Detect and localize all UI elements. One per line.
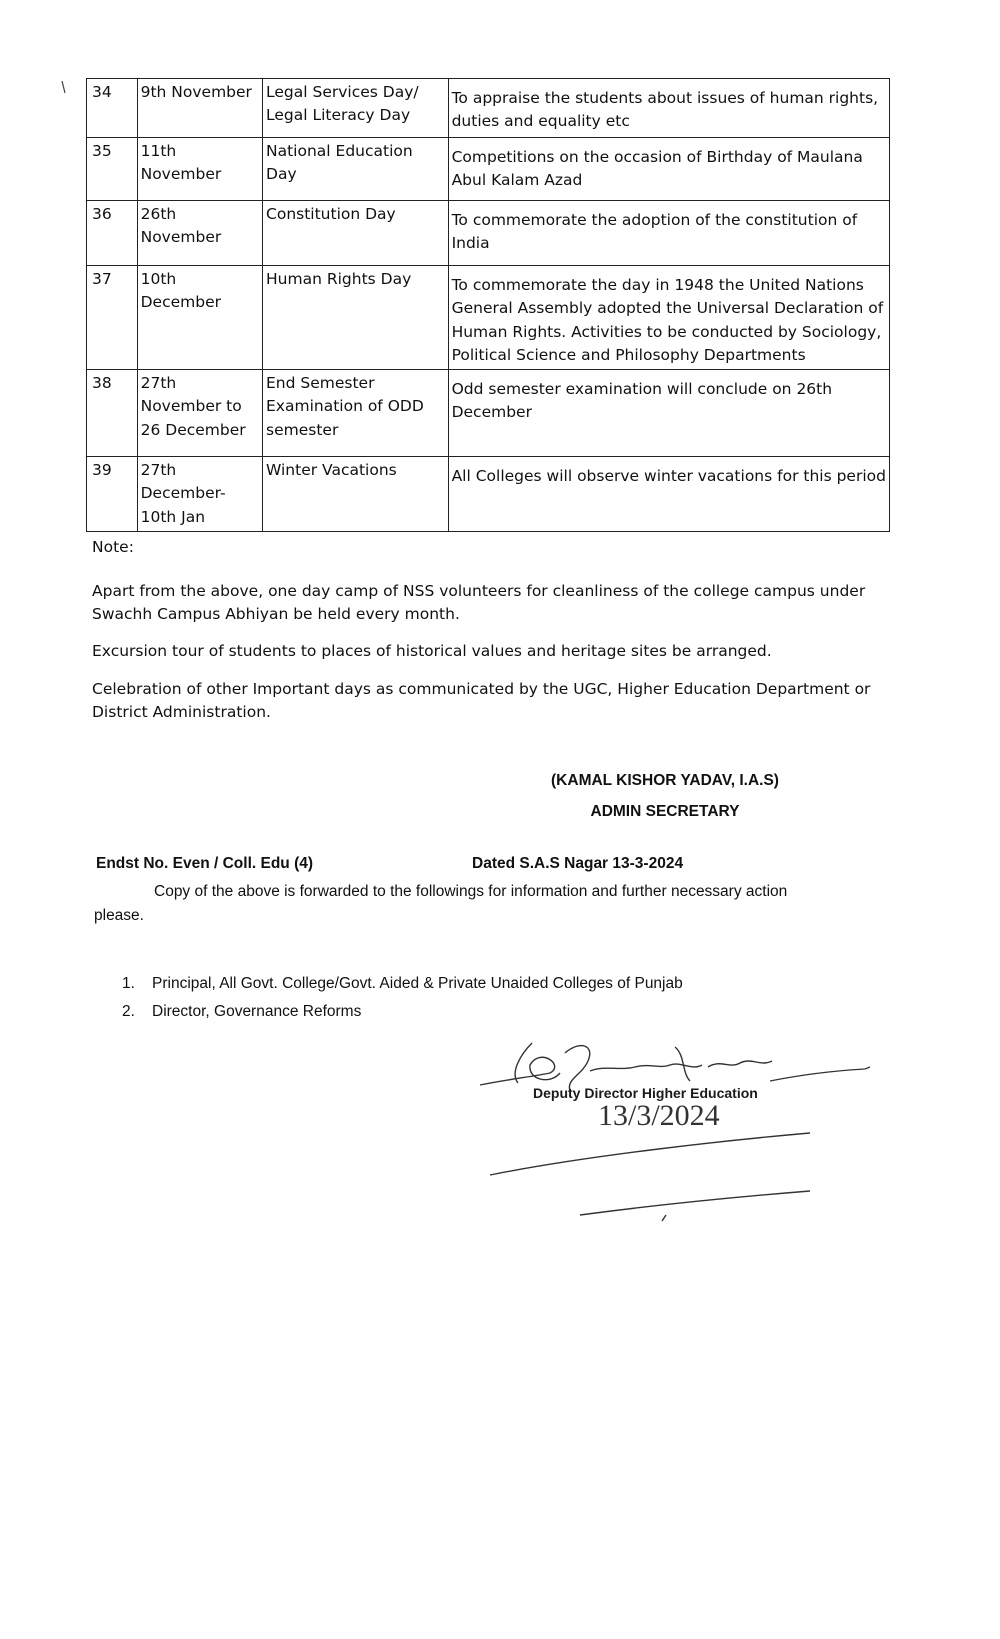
signatory-name: (KAMAL KISHOR YADAV, I.A.S) bbox=[551, 772, 779, 789]
table-row bbox=[87, 457, 890, 532]
table-row bbox=[87, 138, 890, 201]
recipient-text: Principal, All Govt. College/Govt. Aided & Private Unaided Colleges of Punjab bbox=[152, 975, 683, 992]
recipient-number: 2. bbox=[122, 1003, 135, 1020]
row-number: 37 bbox=[87, 266, 138, 370]
row-day: End Semester Examination of ODD semester bbox=[263, 370, 449, 457]
row-date: 10th December bbox=[137, 266, 262, 370]
row-day: Constitution Day bbox=[263, 201, 449, 266]
copy-forward-text: Copy of the above is forwarded to the followings for information and further necessary action please. bbox=[94, 883, 788, 925]
row-day: Winter Vacations bbox=[263, 457, 449, 532]
row-number: 35 bbox=[87, 138, 138, 201]
row-activity: To appraise the students about issues of human rights, duties and equality etc bbox=[448, 79, 889, 138]
note-label: Note: bbox=[92, 538, 134, 556]
recipient-list bbox=[122, 970, 683, 1026]
row-activity: To commemorate the day in 1948 the United Nations General Assembly adopted the Universal Declaration of Human Rights. Activities to be conducted by Sociology, Political Science and Philosophy Departments bbox=[448, 266, 889, 370]
row-activity: Odd semester examination will conclude on 26th December bbox=[448, 370, 889, 457]
row-date: 27th November to 26 December bbox=[137, 370, 262, 457]
row-date: 27th December-10th Jan bbox=[137, 457, 262, 532]
row-date: 11th November bbox=[137, 138, 262, 201]
row-activity: All Colleges will observe winter vacations for this period bbox=[448, 457, 889, 532]
note-paragraph: Celebration of other Important days as communicated by the UGC, Higher Education Department or District Administration. bbox=[92, 680, 871, 722]
row-date: 9th November bbox=[137, 79, 262, 138]
activity-table bbox=[86, 78, 890, 532]
row-activity: Competitions on the occasion of Birthday of Maulana Abul Kalam Azad bbox=[448, 138, 889, 201]
row-date: 26th November bbox=[137, 201, 262, 266]
recipient-text: Director, Governance Reforms bbox=[152, 1003, 362, 1020]
signatory-title: ADMIN SECRETARY bbox=[590, 803, 740, 820]
row-number: 34 bbox=[87, 79, 138, 138]
row-day: Human Rights Day bbox=[263, 266, 449, 370]
endorsement-number: Endst No. Even / Coll. Edu (4) bbox=[96, 855, 314, 872]
recipient-number: 1. bbox=[122, 975, 135, 992]
list-item bbox=[122, 998, 683, 1026]
table-row bbox=[87, 201, 890, 266]
table-row bbox=[87, 266, 890, 370]
note-paragraph: Apart from the above, one day camp of NSS volunteers for cleanliness of the college campus under Swachh Campus Abhiyan be held every month. bbox=[92, 582, 866, 624]
row-day: National Education Day bbox=[263, 138, 449, 201]
endorsement-date: Dated S.A.S Nagar 13-3-2024 bbox=[472, 855, 684, 872]
row-day: Legal Services Day/ Legal Literacy Day bbox=[263, 79, 449, 138]
deputy-director-label: Deputy Director Higher Education bbox=[533, 1085, 758, 1101]
row-number: 39 bbox=[87, 457, 138, 532]
row-number: 38 bbox=[87, 370, 138, 457]
margin-mark bbox=[60, 80, 68, 94]
handwritten-signature bbox=[470, 1035, 890, 1225]
row-number: 36 bbox=[87, 201, 138, 266]
note-paragraph: Excursion tour of students to places of historical values and heritage sites be arranged. bbox=[92, 642, 772, 660]
table-row bbox=[87, 79, 890, 138]
handwritten-date: 13/3/2024 bbox=[598, 1099, 720, 1132]
row-activity: To commemorate the adoption of the constitution of India bbox=[448, 201, 889, 266]
list-item bbox=[122, 970, 683, 998]
signatory-block bbox=[500, 765, 830, 827]
table-row bbox=[87, 370, 890, 457]
